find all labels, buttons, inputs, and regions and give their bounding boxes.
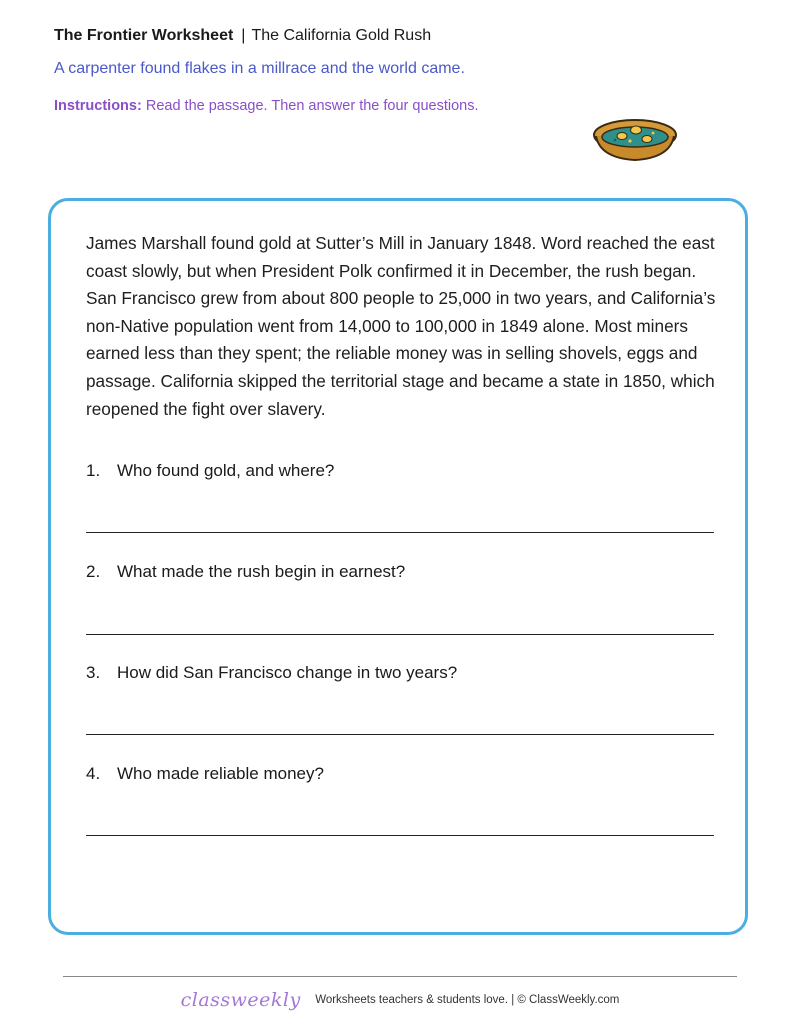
question-number: 4. <box>86 764 101 783</box>
question-4 <box>86 763 714 785</box>
question-text: Who found gold, and where? <box>117 461 335 480</box>
instructions-label: Instructions: <box>54 98 142 114</box>
subtitle: A carpenter found flakes in a millrace and the world came. <box>54 60 465 77</box>
question-number: 1. <box>86 461 101 480</box>
footer-tagline: Worksheets teachers & students love. | © ClassWeekly.com <box>315 994 620 1006</box>
question-text: Who made reliable money? <box>117 764 324 783</box>
instructions-text: Read the passage. Then answer the four questions. <box>145 98 479 114</box>
question-2 <box>86 561 714 583</box>
instructions <box>54 98 479 114</box>
answer-line[interactable] <box>86 634 714 635</box>
worksheet-header <box>54 26 431 46</box>
footer <box>0 989 800 1011</box>
question-text: How did San Francisco change in two years? <box>117 663 458 682</box>
answer-line[interactable] <box>86 835 714 836</box>
question-text: What made the rush begin in earnest? <box>117 562 406 581</box>
footer-divider <box>63 976 737 977</box>
answer-line[interactable] <box>86 734 714 735</box>
topic-title: The California Gold Rush <box>251 27 432 44</box>
question-1 <box>86 460 714 482</box>
series-title: The Frontier Worksheet <box>54 27 234 44</box>
brand-logo: classweekly <box>180 989 301 1011</box>
question-number: 3. <box>86 663 101 682</box>
gold-pan-icon <box>590 110 680 170</box>
answer-line[interactable] <box>86 532 714 533</box>
question-number: 2. <box>86 562 101 581</box>
header-separator: | <box>241 27 246 44</box>
reading-passage: James Marshall found gold at Sutter’s Mill in January 1848. Word reached the east coast slowly, but when President Polk confirmed it in December, the rush began. San Francisco grew from about 800 people to 25,000 in two years, and California’s non-Native population went from 14,000 to 100,000 in 1849 alone. Most miners earned less than they spent; the reliable money was in selling shovels, eggs and passage. California skipped the territorial stage and became a state in 1850, which reopened the fight over slavery. <box>86 233 716 419</box>
question-3 <box>86 662 714 684</box>
